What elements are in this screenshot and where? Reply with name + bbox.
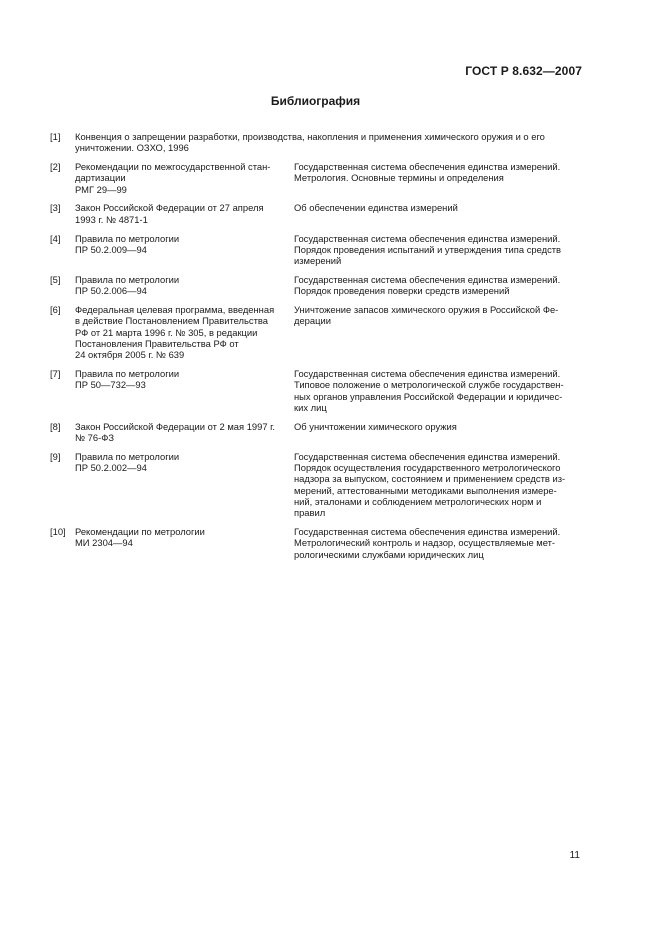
entry-description-line: Порядок проведения поверки средств измерений xyxy=(294,285,510,297)
entry-source-line: ПР 50.2.002—94 xyxy=(75,462,147,474)
entry-source-line: Закон Российской Федерации от 2 мая 1997 г. xyxy=(75,420,276,432)
entry-description-line: Типовое положение о метрологической службе государствен- xyxy=(294,379,564,391)
entry-source-line: РФ от 21 марта 1996 г. № 305, в редакции xyxy=(75,326,258,338)
entry-source xyxy=(75,233,288,267)
entry-description-line: Метрология. Основные термины и определения xyxy=(294,172,504,184)
entry-source-line: Правила по метрологии xyxy=(75,450,180,462)
entry-source-line: 24 октября 2005 г. № 639 xyxy=(75,349,185,361)
entry-description-line: рологическими службами юридических лиц xyxy=(294,548,484,560)
entry-description xyxy=(294,274,582,297)
entry-source xyxy=(75,274,288,297)
bibliography-entry xyxy=(50,202,582,225)
entry-description-line: Метрологический контроль и надзор, осуществляемые мет- xyxy=(294,537,556,549)
entry-source-line: Постановления Правительства РФ от xyxy=(75,337,239,349)
bibliography-entry xyxy=(50,233,582,267)
entry-source xyxy=(75,451,288,519)
entry-source-line: ПР 50—732—93 xyxy=(75,379,146,391)
entry-source-line: в действие Постановлением Правительства xyxy=(75,315,268,327)
entry-text-line: уничтожении. ОЗХО, 1996 xyxy=(75,142,189,154)
entry-description-line: правил xyxy=(294,507,326,519)
entry-number: [1] xyxy=(50,131,61,142)
entry-description-line: ний, эталонами и соблюдением метрологических норм и xyxy=(294,496,542,508)
entry-number: [2] xyxy=(50,161,61,173)
bibliography-entry xyxy=(50,161,582,195)
entry-description-line: измерений xyxy=(294,255,342,267)
entry-number: [4] xyxy=(50,232,61,244)
entry-description-line: Об обеспечении единства измерений xyxy=(294,202,458,214)
entry-description-line: дерации xyxy=(294,315,331,327)
entry-description-line: Государственная система обеспечения единства измерений. xyxy=(294,526,561,538)
bibliography-list xyxy=(50,131,582,568)
entry-source xyxy=(75,526,288,560)
entry-description xyxy=(294,202,582,225)
entry-source-line: Рекомендации по межгосударственной стан- xyxy=(75,161,271,173)
entry-number: [9] xyxy=(50,450,61,462)
entry-source xyxy=(75,304,288,360)
entry-description-line: Государственная система обеспечения единства измерений. xyxy=(294,273,561,285)
entry-source-line: Правила по метрологии xyxy=(75,232,180,244)
entry-description xyxy=(294,451,582,519)
entry-description-line: ких лиц xyxy=(294,401,327,413)
entry-description xyxy=(294,421,582,444)
entry-description xyxy=(294,161,582,195)
entry-source-line: Правила по метрологии xyxy=(75,273,180,285)
bibliography-entry xyxy=(50,451,582,519)
bibliography-entry xyxy=(50,131,582,154)
bibliography-entry xyxy=(50,304,582,360)
entry-source-line: ПР 50.2.006—94 xyxy=(75,285,147,297)
document-code: ГОСТ Р 8.632—2007 xyxy=(465,64,582,78)
entry-text-line: Конвенция о запрещении разработки, производства, накопления и применения химического оружия и о его xyxy=(75,131,545,142)
entry-source xyxy=(75,202,288,225)
entry-description-line: мерений, аттестованными методиками выполнения измере- xyxy=(294,484,557,496)
entry-source-line: МИ 2304—94 xyxy=(75,537,133,549)
entry-source xyxy=(75,421,288,444)
entry-source-line: Правила по метрологии xyxy=(75,368,180,380)
entry-description-line: Уничтожение запасов химического оружия в Российской Фе- xyxy=(294,304,559,316)
entry-source-line: 1993 г. № 4871-1 xyxy=(75,213,148,225)
entry-description-line: Порядок проведения испытаний и утверждения типа средств xyxy=(294,243,562,255)
bibliography-entry xyxy=(50,274,582,297)
entry-source-line: Рекомендации по метрологии xyxy=(75,526,205,538)
entry-source-line: РМГ 29—99 xyxy=(75,183,127,195)
entry-source-line: № 76-ФЗ xyxy=(75,432,115,444)
entry-description-line: Государственная система обеспечения единства измерений. xyxy=(294,232,561,244)
page-title: Библиография xyxy=(270,94,361,108)
entry-source-line: дартизации xyxy=(75,172,126,184)
entry-description xyxy=(294,368,582,413)
entry-number: [8] xyxy=(50,420,61,432)
entry-description xyxy=(294,526,582,560)
bibliography-entry xyxy=(50,421,582,444)
bibliography-entry xyxy=(50,526,582,560)
entry-description-line: Государственная система обеспечения единства измерений. xyxy=(294,450,561,462)
entry-description-line: Государственная система обеспечения единства измерений. xyxy=(294,368,561,380)
entry-description-line: ных органов управления Российской Федерации и юридичес- xyxy=(294,390,563,402)
entry-source-line: Закон Российской Федерации от 27 апреля xyxy=(75,202,264,214)
page-number: 11 xyxy=(569,850,580,861)
entry-description-line: Порядок осуществления государственного метрологического xyxy=(294,462,561,474)
entry-text xyxy=(75,131,582,154)
entry-description-line: надзора за выпуском, состоянием и применением средств из- xyxy=(294,473,566,485)
entry-source xyxy=(75,161,288,195)
entry-description xyxy=(294,233,582,267)
entry-source-line: Федеральная целевая программа, введенная xyxy=(75,304,275,316)
entry-description-line: Государственная система обеспечения единства измерений. xyxy=(294,161,561,173)
entry-description-line: Об уничтожении химического оружия xyxy=(294,420,457,432)
entry-number: [5] xyxy=(50,273,61,285)
bibliography-entry xyxy=(50,368,582,413)
entry-source-line: ПР 50.2.009—94 xyxy=(75,243,147,255)
entry-number: [6] xyxy=(50,304,61,316)
entry-number: [3] xyxy=(50,202,61,214)
entry-source xyxy=(75,368,288,413)
entry-number: [10] xyxy=(50,526,66,538)
entry-description xyxy=(294,304,582,360)
entry-number: [7] xyxy=(50,368,61,380)
